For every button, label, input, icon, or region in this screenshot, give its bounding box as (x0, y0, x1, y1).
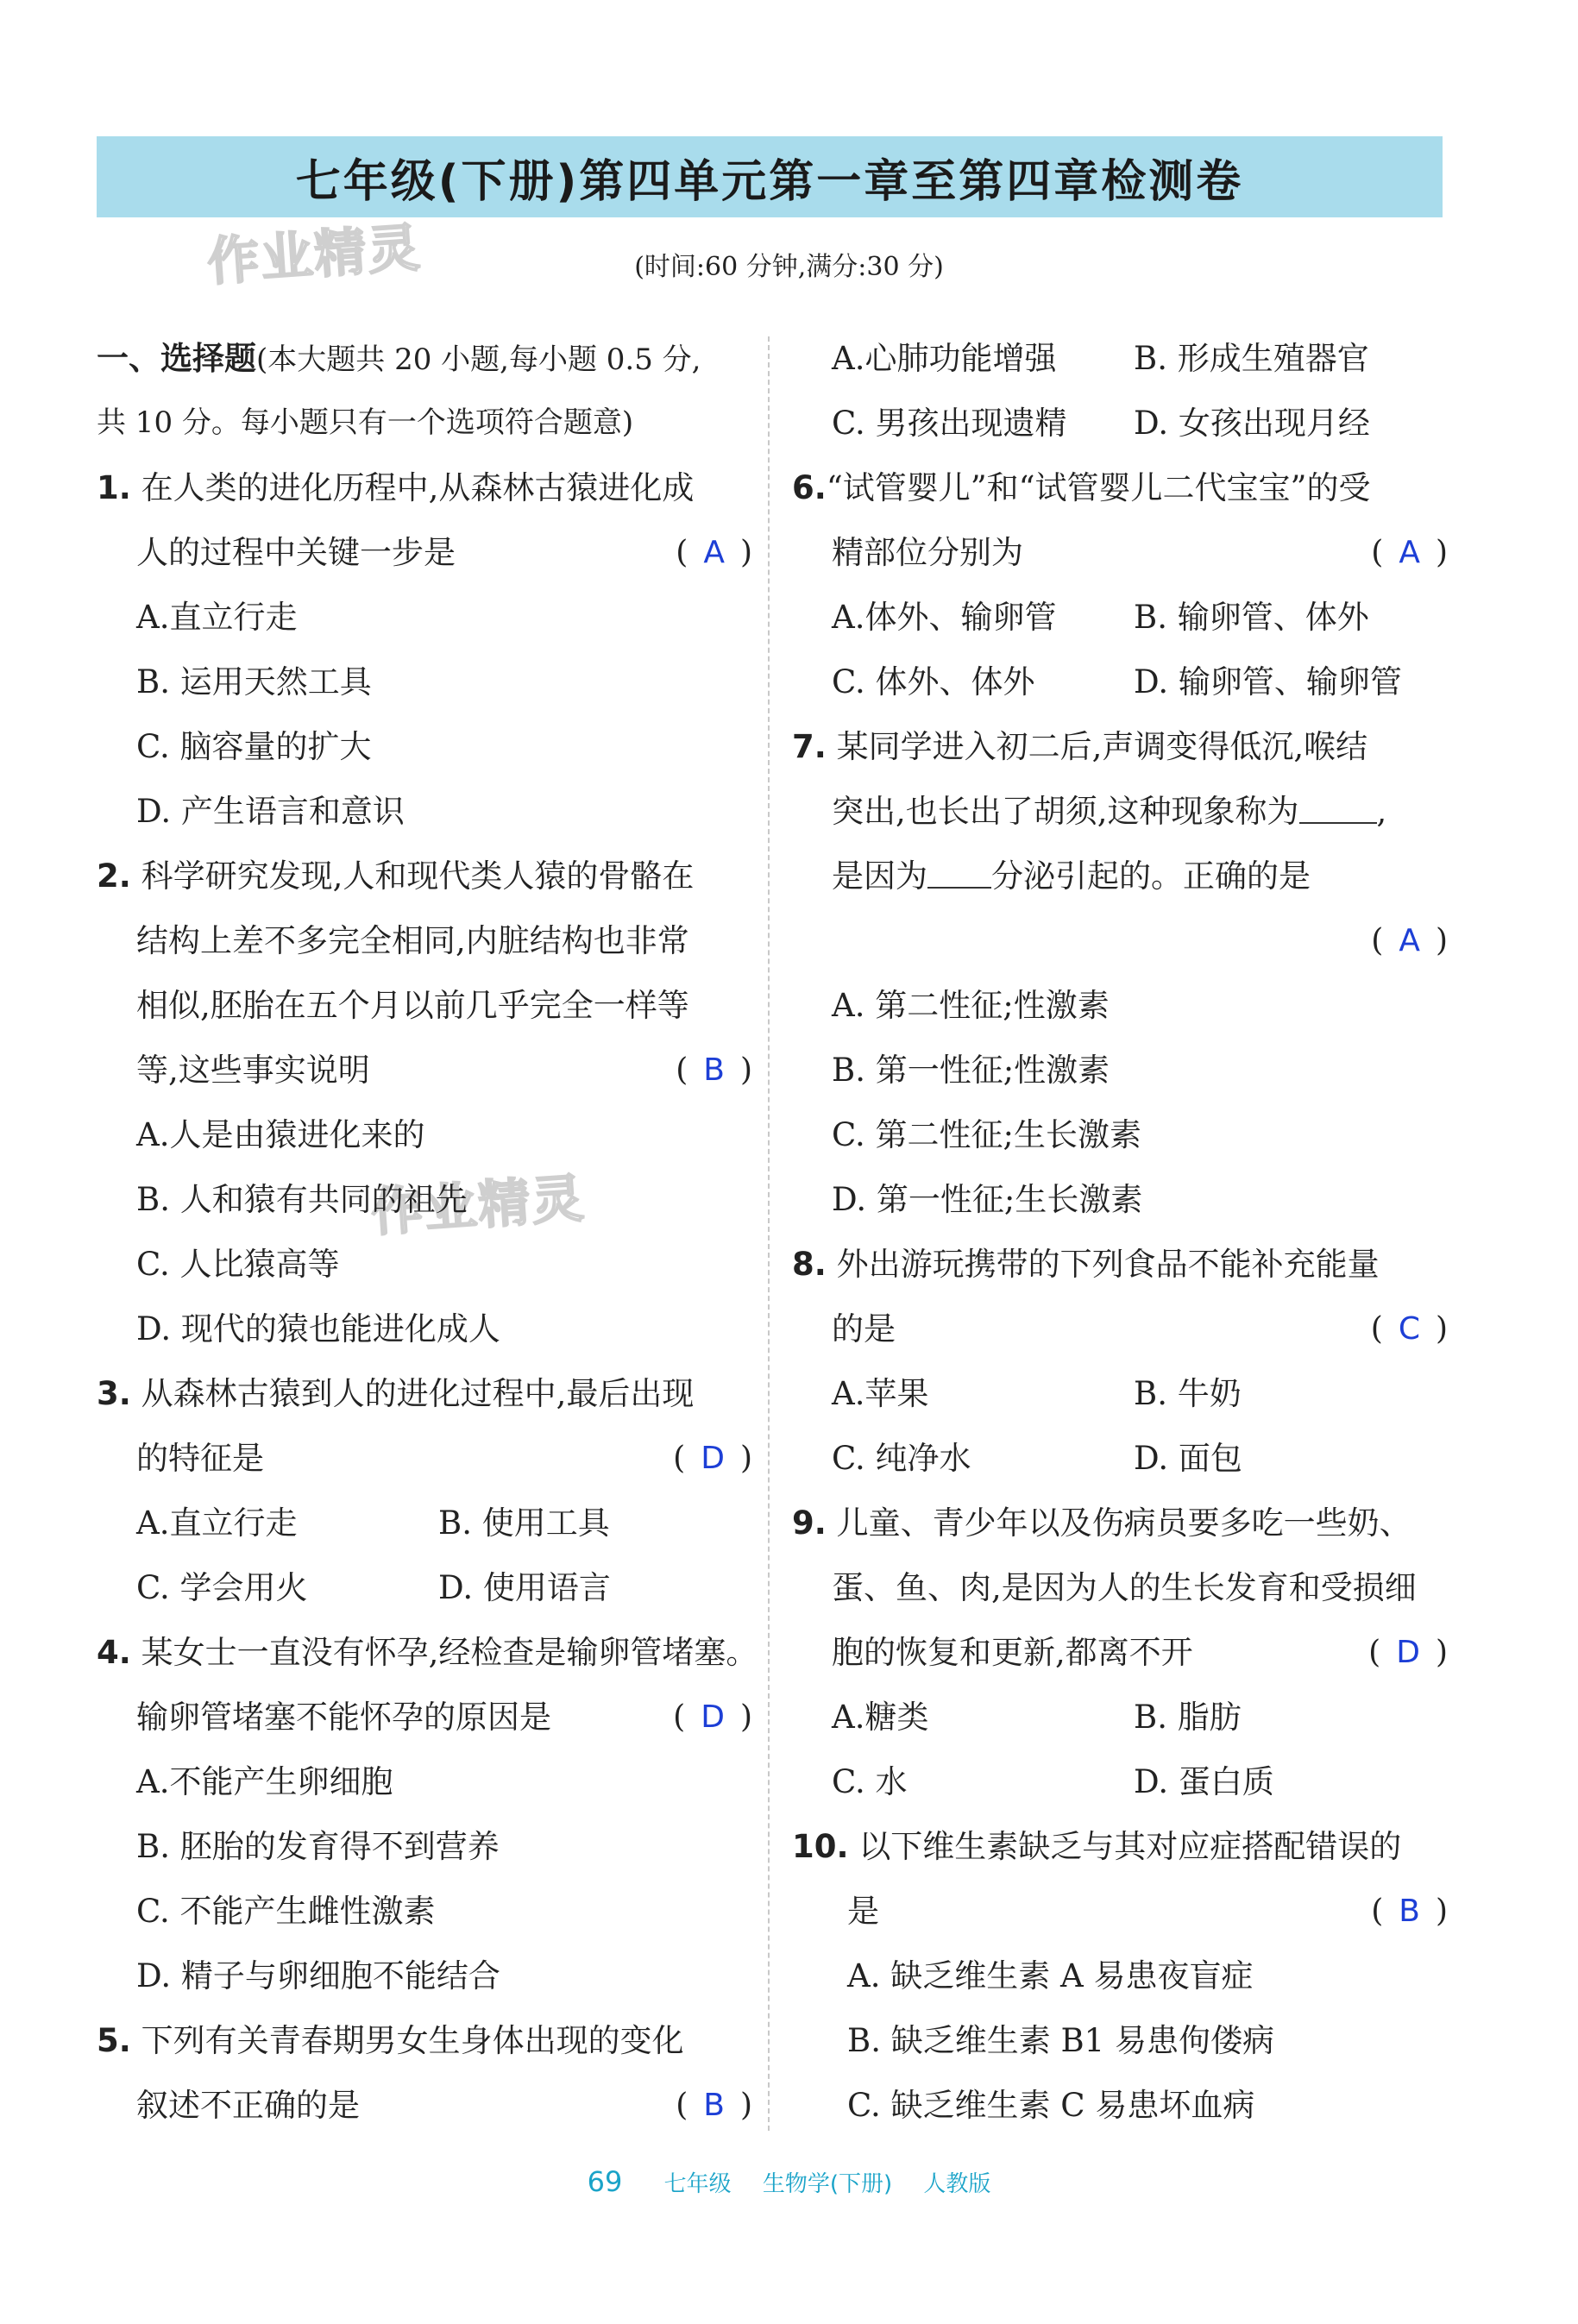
question-text: 外出游玩携带的下列食品不能补充能量 (836, 1246, 1380, 1283)
question-text: 结构上差不多完全相同,内脏结构也非常 (136, 922, 689, 959)
question-text: 的是 (832, 1310, 896, 1347)
answer-box: ( A ) (1371, 535, 1448, 570)
question-stem (792, 844, 1448, 908)
answer-box: ( B ) (1371, 1894, 1448, 1929)
question-stem (97, 1426, 752, 1491)
question-stem (97, 520, 752, 585)
question-stem (792, 1620, 1448, 1685)
option: C. 男孩出现遗精 (832, 405, 1067, 442)
page-title: 七年级(下册)第四单元第一章至第四章检测卷 (295, 155, 1244, 208)
question-text: 在人类的进化历程中,从森林古猿进化成 (141, 469, 695, 506)
option-row (792, 1749, 1448, 1814)
page-number: 69 (587, 2165, 623, 2198)
question-number: 2. (97, 857, 131, 895)
question-text: 精部位分别为 (832, 534, 1023, 571)
question-number: 4. (97, 1634, 131, 1671)
question-stem (97, 1361, 752, 1426)
option: B. 脂肪 (1134, 1699, 1242, 1736)
question-stem (97, 2073, 752, 2138)
option: B. 使用工具 (438, 1504, 610, 1542)
option: D. 第一性征;生长激素 (832, 1181, 1143, 1218)
option-row (792, 1685, 1448, 1749)
question-stem (97, 1038, 752, 1102)
option: A.直立行走 (136, 599, 298, 636)
option: B. 运用天然工具 (136, 663, 372, 700)
answer-letter: A (1399, 923, 1420, 958)
answer-box: ( D ) (673, 1699, 752, 1735)
question-text: 下列有关青春期男女生身体出现的变化 (141, 2022, 684, 2059)
question-text: , (1376, 793, 1387, 830)
question-stem (97, 2008, 752, 2073)
answer-box: ( C ) (1370, 1311, 1448, 1347)
question-number: 5. (97, 2022, 131, 2059)
footer-edition: 人教版 (923, 2171, 991, 2197)
option: A.直立行走 (136, 1504, 298, 1542)
fill-blank (927, 861, 991, 889)
option: A.苹果 (832, 1375, 929, 1412)
option-row (792, 585, 1448, 650)
question-number: 8. (792, 1246, 827, 1283)
question-stem (792, 1879, 1448, 1944)
answer-line (792, 908, 1448, 973)
answer-box: ( B ) (676, 1052, 752, 1088)
option: C. 人比猿高等 (136, 1246, 340, 1283)
option-row (792, 326, 1448, 391)
option: C. 纯净水 (832, 1440, 971, 1477)
question-text: 胞的恢复和更新,都离不开 (832, 1634, 1193, 1671)
watermark: 作业精灵 (205, 217, 424, 293)
question-text: 输卵管堵塞不能怀孕的原因是 (136, 1699, 551, 1736)
question-stem (97, 455, 752, 520)
question-stem (792, 520, 1448, 585)
section-desc: (本大题共 20 小题,每小题 0.5 分, (256, 342, 701, 377)
option: B. 第一性征;性激素 (832, 1052, 1110, 1089)
option-row (792, 391, 1448, 455)
watermark: 作业精灵 (369, 1168, 588, 1244)
answer-letter: A (703, 535, 725, 570)
question-text: 儿童、青少年以及伤病员要多吃一些奶、 (836, 1504, 1411, 1542)
option: A.心肺功能增强 (832, 340, 1057, 377)
option: C. 缺乏维生素 C 易患坏血病 (847, 2087, 1255, 2124)
right-column (792, 326, 1448, 2138)
option: B. 输卵管、体外 (1134, 599, 1369, 636)
section-header (97, 326, 752, 391)
column-divider (768, 336, 770, 2131)
left-column (97, 326, 758, 2138)
fill-blank (1299, 796, 1377, 824)
question-text: 相似,胚胎在五个月以前几乎完全一样等 (136, 987, 689, 1024)
answer-letter: D (1396, 1635, 1420, 1670)
question-number: 7. (792, 728, 827, 765)
question-number: 10. (792, 1828, 849, 1865)
footer-subject: 生物学(下册) (762, 2171, 893, 2197)
answer-letter: B (703, 1052, 725, 1088)
answer-box: ( B ) (676, 2088, 752, 2123)
answer-letter: D (701, 1699, 725, 1735)
question-text: 是 (847, 1893, 879, 1930)
footer-grade: 七年级 (663, 2171, 732, 2197)
option: A.不能产生卵细胞 (136, 1763, 393, 1800)
question-text: 等,这些事实说明 (136, 1052, 370, 1089)
answer-letter: A (1399, 535, 1420, 570)
option: C. 不能产生雌性激素 (136, 1893, 436, 1930)
question-text: 某女士一直没有怀孕,经检查是输卵管堵塞。 (141, 1634, 758, 1671)
option: D. 产生语言和意识 (136, 793, 405, 830)
question-stem (792, 1491, 1448, 1555)
option: B. 形成生殖器官 (1134, 340, 1369, 377)
option: C. 脑容量的扩大 (136, 728, 372, 765)
option: C. 学会用火 (136, 1569, 308, 1606)
question-text: 蛋、鱼、肉,是因为人的生长发育和受损细 (832, 1569, 1417, 1606)
answer-letter: B (703, 2088, 725, 2123)
question-stem (792, 1814, 1448, 1879)
option: C. 水 (832, 1763, 908, 1800)
option-row (792, 1361, 1448, 1426)
option: B. 缺乏维生素 B1 易患佝偻病 (847, 2022, 1274, 2059)
question-text: 某同学进入初二后,声调变得低沉,喉结 (836, 728, 1368, 765)
exam-info: (时间:60 分钟,满分:30 分) (634, 252, 944, 282)
option-row (97, 1555, 752, 1620)
question-text: 的特征是 (136, 1440, 264, 1477)
question-stem (792, 1297, 1448, 1361)
option-row (792, 1426, 1448, 1491)
question-text: 分泌引起的。正确的是 (991, 857, 1311, 895)
question-number: 1. (97, 469, 131, 506)
option: A.体外、输卵管 (832, 599, 1057, 636)
question-text: 是因为 (832, 857, 927, 895)
answer-box: ( A ) (676, 535, 752, 570)
question-stem (792, 779, 1448, 844)
option: D. 使用语言 (438, 1569, 611, 1606)
question-number: 3. (97, 1375, 131, 1412)
answer-letter: D (701, 1441, 725, 1476)
question-text: 叙述不正确的是 (136, 2087, 360, 2124)
question-text: 科学研究发现,人和现代类人猿的骨骼在 (141, 857, 695, 895)
question-text: 从森林古猿到人的进化过程中,最后出现 (141, 1375, 695, 1412)
option: A. 缺乏维生素 A 易患夜盲症 (847, 1957, 1254, 1994)
option: D. 输卵管、输卵管 (1134, 663, 1402, 700)
option: D. 现代的猿也能进化成人 (136, 1310, 500, 1347)
title-band (97, 136, 1443, 217)
answer-letter: B (1399, 1894, 1420, 1929)
option: B. 牛奶 (1134, 1375, 1242, 1412)
answer-letter: C (1398, 1311, 1420, 1347)
option: D. 面包 (1134, 1440, 1242, 1477)
question-text: 突出,也长出了胡须,这种现象称为 (832, 793, 1299, 830)
section-desc-line: 共 10 分。每小题只有一个选项符合题意) (97, 405, 634, 440)
question-stem (97, 844, 752, 908)
option: D. 女孩出现月经 (1134, 405, 1370, 442)
question-stem (792, 1232, 1448, 1297)
answer-box: ( D ) (1368, 1635, 1448, 1670)
option: B. 胚胎的发育得不到营养 (136, 1828, 500, 1865)
option: A. 第二性征;性激素 (832, 987, 1110, 1024)
question-text: “试管婴儿”和“试管婴儿二代宝宝”的受 (826, 469, 1371, 506)
option: D. 精子与卵细胞不能结合 (136, 1957, 500, 1994)
option: C. 第二性征;生长激素 (832, 1116, 1141, 1153)
question-stem (97, 1620, 758, 1685)
page-footer (0, 2165, 1578, 2198)
option: B. 人和猿有共同的祖先 (136, 1181, 468, 1218)
option: A.糖类 (832, 1699, 929, 1736)
question-stem (792, 455, 1448, 520)
option-row (97, 1491, 752, 1555)
option: C. 体外、体外 (832, 663, 1035, 700)
answer-box: ( A ) (1371, 923, 1448, 958)
question-text: 人的过程中关键一步是 (136, 534, 456, 571)
section-label: 一、选择题 (97, 340, 256, 377)
question-stem (792, 714, 1448, 779)
option: A.人是由猿进化来的 (136, 1116, 425, 1153)
option-row (792, 650, 1448, 714)
answer-box: ( D ) (673, 1441, 752, 1476)
question-stem (97, 1685, 752, 1749)
option: D. 蛋白质 (1134, 1763, 1274, 1800)
question-text: 以下维生素缺乏与其对应症搭配错误的 (858, 1828, 1402, 1865)
question-number: 6. (792, 469, 827, 506)
question-number: 9. (792, 1504, 827, 1542)
